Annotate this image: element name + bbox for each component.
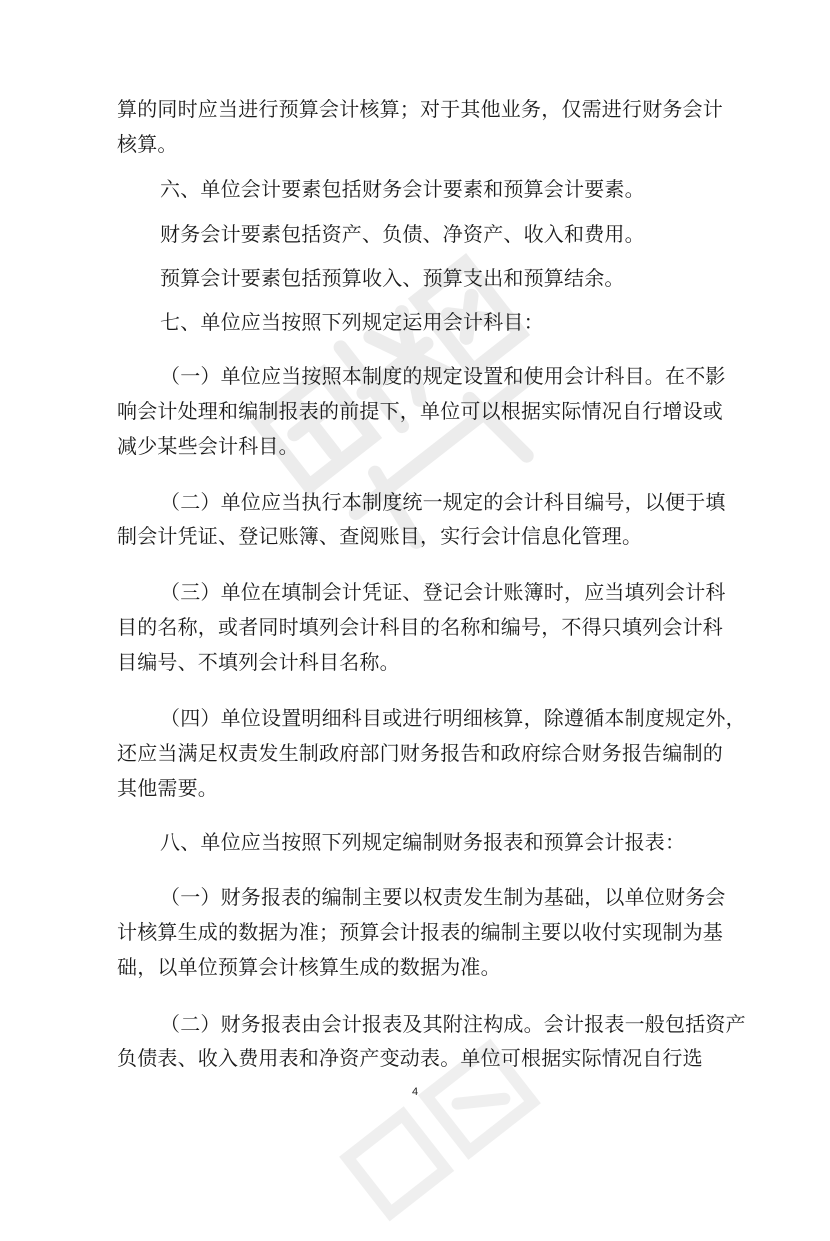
text-line: （二）财务报表由会计报表及其附注构成。会计报表一般包括资产 — [160, 1012, 746, 1036]
section-heading: 七、单位应当按照下列规定运用会计科目： — [160, 310, 544, 334]
section-heading: 六、单位会计要素包括财务会计要素和预算会计要素。 — [160, 177, 645, 201]
text-line: 算的同时应当进行预算会计核算；对于其他业务，仅需进行财务会计 — [117, 97, 723, 121]
text-line: 预算会计要素包括预算收入、预算支出和预算结余。 — [160, 266, 625, 290]
text-line: 核算。 — [117, 132, 178, 156]
text-line: （二）单位应当执行本制度统一规定的会计科目编号，以便于填 — [160, 490, 726, 514]
text-line: （四）单位设置明细科目或进行明细核算，除遵循本制度规定外， — [160, 706, 746, 730]
text-line: 目的名称，或者同时填列会计科目的名称和编号，不得只填列会计科 — [117, 615, 723, 639]
text-line: 础，以单位预算会计核算生成的数据为准。 — [117, 955, 501, 979]
text-line: 制会计凭证、登记账簿、查阅账目，实行会计信息化管理。 — [117, 524, 643, 548]
text-line: （三）单位在填制会计凭证、登记会计账簿时，应当填列会计科 — [160, 580, 726, 604]
text-line: 财务会计要素包括资产、负债、净资产、收入和费用。 — [160, 222, 645, 246]
text-line: 减少某些会计科目。 — [117, 434, 299, 458]
text-line: （一）财务报表的编制主要以权责发生制为基础，以单位财务会 — [160, 885, 726, 909]
text-line: 还应当满足权责发生制政府部门财务报告和政府综合财务报告编制的 — [117, 741, 723, 765]
text-line: 其他需要。 — [117, 776, 218, 800]
text-line: 目编号、不填列会计科目名称。 — [117, 650, 400, 674]
text-line: 负债表、收入费用表和净资产变动表。单位可根据实际情况自行选 — [117, 1046, 703, 1070]
text-line: （一）单位应当按照本制度的规定设置和使用会计科目。在不影 — [160, 364, 726, 388]
section-heading: 八、单位应当按照下列规定编制财务报表和预算会计报表： — [160, 830, 686, 854]
page-number: 4 — [411, 1086, 419, 1098]
text-line: 计核算生成的数据为准；预算会计报表的编制主要以收付实现制为基 — [117, 920, 723, 944]
text-line: 响会计处理和编制报表的前提下，单位可以根据实际情况自行增设或 — [117, 399, 723, 423]
